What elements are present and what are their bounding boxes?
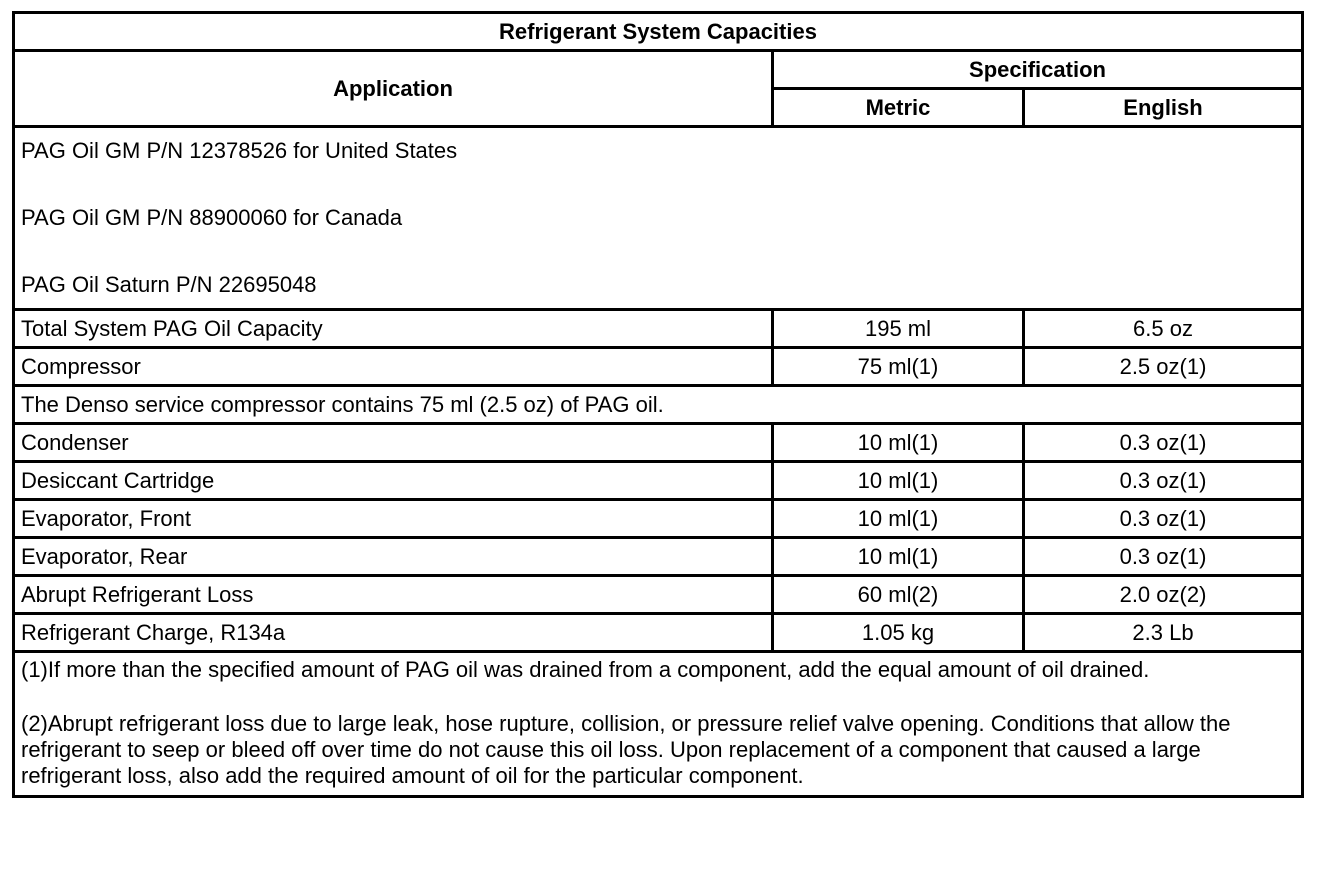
row-metric: 60 ml(2) [773, 576, 1024, 614]
row-english: 6.5 oz [1024, 310, 1303, 348]
table-row [14, 462, 1303, 500]
row-application: Abrupt Refrigerant Loss [14, 576, 773, 614]
row-english: 0.3 oz(1) [1024, 500, 1303, 538]
row-english: 0.3 oz(1) [1024, 424, 1303, 462]
row-english: 0.3 oz(1) [1024, 538, 1303, 576]
table-row [14, 424, 1303, 462]
compressor-note: The Denso service compressor contains 75 ml (2.5 oz) of PAG oil. [14, 386, 1303, 424]
oil-type-saturn: PAG Oil Saturn P/N 22695048 [21, 272, 317, 297]
footnotes-cell [14, 652, 1303, 797]
table-title: Refrigerant System Capacities [14, 13, 1303, 51]
row-metric: 10 ml(1) [773, 462, 1024, 500]
header-application: Application [14, 51, 773, 127]
table-row [14, 614, 1303, 652]
header-english: English [1024, 89, 1303, 127]
footnote-1: (1)If more than the specified amount of PAG oil was drained from a component, add the equal amount of oil drained. [21, 657, 1150, 682]
row-metric: 75 ml(1) [773, 348, 1024, 386]
table-row [14, 348, 1303, 386]
row-application: Condenser [14, 424, 773, 462]
table-row [14, 576, 1303, 614]
table-row [14, 500, 1303, 538]
row-metric: 10 ml(1) [773, 424, 1024, 462]
row-application: Refrigerant Charge, R134a [14, 614, 773, 652]
oil-type-us: PAG Oil GM P/N 12378526 for United States [21, 138, 458, 163]
row-metric: 1.05 kg [773, 614, 1024, 652]
oil-type-canada: PAG Oil GM P/N 88900060 for Canada [21, 205, 403, 230]
refrigerant-capacities-table [12, 11, 1304, 798]
header-specification: Specification [773, 51, 1303, 89]
table-row [14, 310, 1303, 348]
table-row [14, 538, 1303, 576]
header-metric: Metric [773, 89, 1024, 127]
row-application: Desiccant Cartridge [14, 462, 773, 500]
row-application: Evaporator, Front [14, 500, 773, 538]
row-english: 0.3 oz(1) [1024, 462, 1303, 500]
row-english: 2.3 Lb [1024, 614, 1303, 652]
row-english: 2.5 oz(1) [1024, 348, 1303, 386]
oil-types-cell [14, 127, 1303, 310]
row-metric: 195 ml [773, 310, 1024, 348]
footnote-2: (2)Abrupt refrigerant loss due to large leak, hose rupture, collision, or pressure relief valve opening. Conditions that allow the refrigerant to seep or bleed off over time do not cause this oil loss. Upon replacement of a component that caused a large refrigerant loss, also add the required amount of oil for the particular component. [21, 711, 1231, 788]
row-application: Evaporator, Rear [14, 538, 773, 576]
row-english: 2.0 oz(2) [1024, 576, 1303, 614]
row-metric: 10 ml(1) [773, 538, 1024, 576]
row-metric: 10 ml(1) [773, 500, 1024, 538]
row-application: Total System PAG Oil Capacity [14, 310, 773, 348]
row-application: Compressor [14, 348, 773, 386]
